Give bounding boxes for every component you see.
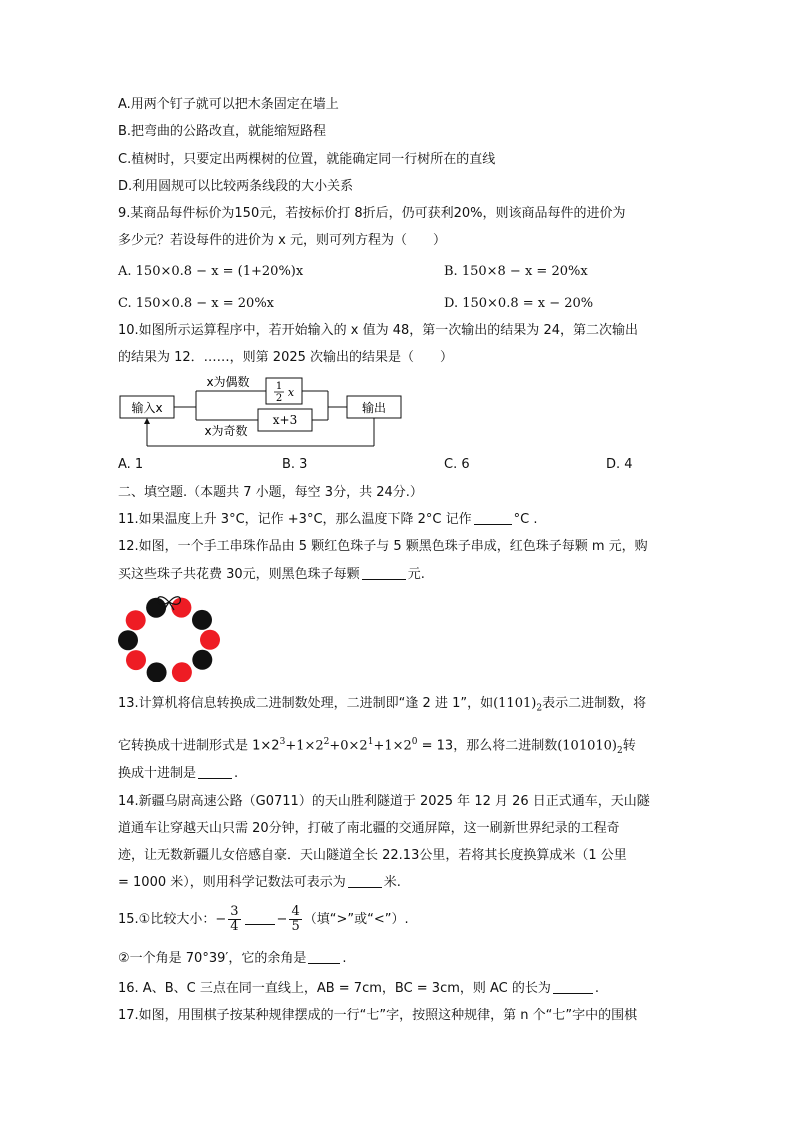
black-bead bbox=[118, 630, 138, 650]
flow-even-label: x为偶数 bbox=[206, 375, 250, 389]
q14-stem-line2: 道通车让穿越天山只需 20分钟，打破了南北疆的交通屏障，这一刷新世界纪录的工程奇 bbox=[118, 821, 620, 836]
black-bead bbox=[147, 662, 167, 682]
q9-stem-line2: 多少元？若设每件的进价为 x 元，则可列方程为（ ） bbox=[118, 233, 446, 248]
q10-option-d: D. 4 bbox=[606, 457, 633, 472]
q15-fraction-2 bbox=[289, 905, 301, 934]
q16 bbox=[118, 980, 599, 998]
q13-binary-target-base: 2 bbox=[616, 745, 623, 756]
black-bead bbox=[192, 650, 212, 670]
red-bead bbox=[171, 598, 191, 618]
q13-binary-example: (1101) bbox=[493, 696, 537, 711]
q10-stem-line1: 10.如图所示运算程序中，若开始输入的 x 值为 48，第一次输出的结果为 24，第二次输出 bbox=[118, 323, 638, 338]
flow-input-label: 输入x bbox=[131, 401, 163, 415]
q15-text-b: . bbox=[342, 951, 347, 966]
q8-option-a: A.用两个钉子就可以把木条固定在墙上 bbox=[118, 97, 339, 112]
q13-expansion-d: +1×2 bbox=[373, 738, 412, 754]
q14-stem-line1: 14.新疆乌尉高速公路（G0711）的天山胜利隧道于 2025 年 12 月 26 日正式通车，天山隧 bbox=[118, 794, 650, 809]
q15-suffix: （填“>”或“<”）. bbox=[303, 912, 409, 927]
q12-stem-line2 bbox=[118, 566, 425, 584]
q8-option-c: C.植树时，只要定出两棵树的位置，就能确定同一行树所在的直线 bbox=[118, 152, 496, 167]
q14-stem-line3: 迹，让无数新疆儿女倍感自豪．天山隧道全长 22.13公里，若将其长度换算成米（1 公里 bbox=[118, 848, 627, 863]
q15-fraction-1-den: 4 bbox=[230, 919, 239, 934]
q15-fraction-1-num: 3 bbox=[230, 904, 239, 919]
q11 bbox=[118, 511, 538, 529]
flow-output-label: 输出 bbox=[361, 401, 387, 415]
section-2-heading: 二、填空题.（本题共 7 小题，每空 3分，共 24分.） bbox=[118, 485, 423, 500]
q10-option-b: B. 3 bbox=[282, 457, 308, 472]
q14-stem-line4 bbox=[118, 874, 401, 892]
q15-line2 bbox=[118, 950, 346, 968]
q9-stem-line1: 9.某商品每件标价为150元，若按标价打 8折后，仍可获利20%，则该商品每件的进价为 bbox=[118, 206, 626, 221]
q14-text-b: 米. bbox=[383, 875, 401, 890]
red-bead bbox=[200, 630, 220, 650]
q14-text-a: = 1000 米），则用科学记数法可表示为 bbox=[118, 875, 346, 890]
red-bead bbox=[126, 650, 146, 670]
q10-stem-line2: 的结果为 12．……，则第 2025 次输出的结果是（ ） bbox=[118, 350, 454, 365]
q15-fraction-1 bbox=[228, 905, 240, 934]
flow-even-op-box bbox=[266, 378, 302, 404]
q15-fraction-2-num: 4 bbox=[291, 904, 300, 919]
flow-even-op-denominator: 2 bbox=[275, 393, 283, 404]
black-bead bbox=[146, 598, 166, 618]
q13-text-b: 表示二进制数，将 bbox=[542, 696, 647, 711]
black-bead bbox=[192, 610, 212, 630]
q13-exp-1: 1 bbox=[367, 737, 374, 747]
q13-text-d: . bbox=[234, 766, 239, 781]
q13-exp-0: 0 bbox=[411, 737, 418, 747]
q16-text-a: 16. A、B、C 三点在同一直线上，AB = 7cm，BC = 3cm，则 AC 的长为 bbox=[118, 981, 551, 996]
q13-expansion-a: 它转换成十进制形式是 1×2 bbox=[118, 738, 280, 754]
q12-text-a: 买这些珠子共花费 30元，则黑色珠子每颗 bbox=[118, 567, 360, 582]
q12-blank[interactable] bbox=[362, 566, 406, 580]
q13-binary-example-base: 2 bbox=[536, 703, 543, 714]
q13-expansion-e: = 13，那么将二进制数 bbox=[417, 738, 558, 754]
flow-odd-label: x为奇数 bbox=[204, 424, 248, 438]
q12-text-b: 元. bbox=[407, 567, 425, 582]
q12-stem-line1: 12.如图，一个手工串珠作品由 5 颗红色珠子与 5 颗黑色珠子串成，红色珠子每颗 m 元，购 bbox=[118, 539, 648, 554]
q15-compare-blank[interactable] bbox=[245, 911, 275, 925]
q13-expansion-c: +0×2 bbox=[329, 738, 368, 754]
red-bead bbox=[126, 610, 146, 630]
q16-text-b: . bbox=[594, 981, 600, 996]
q13-exp-2: 2 bbox=[323, 737, 330, 747]
q9-option-c: C. 150×0.8 − x = 20%x bbox=[118, 296, 274, 311]
q13-stem-line1 bbox=[118, 695, 646, 718]
q15-prefix: 15.①比较大小： bbox=[118, 912, 216, 927]
q13-binary-target: (101010) bbox=[557, 738, 617, 754]
q13-exp-3: 3 bbox=[279, 737, 286, 747]
q8-option-b: B.把弯曲的公路改直，就能缩短路程 bbox=[118, 124, 327, 139]
q15-minus-2: − bbox=[276, 912, 288, 927]
red-bead bbox=[172, 662, 192, 682]
q10-option-c: C. 6 bbox=[444, 457, 470, 472]
q8-option-d: D.利用圆规可以比较两条线段的大小关系 bbox=[118, 179, 354, 194]
q10-flowchart bbox=[116, 372, 416, 452]
flow-even-op-numerator: 1 bbox=[275, 381, 283, 392]
flow-even-op-variable: x bbox=[287, 386, 295, 399]
q15-text-a: ②一个角是 70°39′，它的余角是 bbox=[118, 951, 307, 966]
q11-text-a: 11.如果温度上升 3°C，记作 +3°C，那么温度下降 2°C 记作 bbox=[118, 512, 472, 527]
q15-minus-1: − bbox=[215, 912, 227, 927]
q13-text-c: 换成十进制是 bbox=[118, 766, 197, 781]
q16-blank[interactable] bbox=[553, 980, 593, 994]
q15-fraction-2-den: 5 bbox=[291, 919, 300, 934]
q10-option-a: A. 1 bbox=[118, 457, 144, 472]
flow-odd-op-label: x+3 bbox=[272, 413, 298, 427]
q17-stem-line1: 17.如图，用围棋子按某种规律摆成的一行“七”字，按照这种规律，第 n 个“七”字中的围棋 bbox=[118, 1008, 638, 1023]
q9-option-d: D. 150×0.8 = x − 20% bbox=[444, 296, 594, 311]
q9-option-a: A. 150×0.8 − x = (1+20%)x bbox=[118, 264, 304, 279]
q11-blank[interactable] bbox=[474, 511, 512, 525]
q13-expansion-f: 转 bbox=[622, 738, 636, 754]
q13-stem-line2 bbox=[118, 733, 636, 760]
q13-stem-line3 bbox=[118, 765, 238, 783]
q15-line1 bbox=[118, 905, 409, 935]
q13-blank[interactable] bbox=[198, 765, 232, 779]
q13-text-a: 13.计算机将信息转换成二进制数处理，二进制即“逢 2 进 1”，如 bbox=[118, 696, 494, 711]
q14-blank[interactable] bbox=[348, 874, 382, 888]
flow-arrowhead bbox=[144, 418, 150, 424]
q13-expansion-b: +1×2 bbox=[285, 738, 324, 754]
q15-complement-blank[interactable] bbox=[308, 950, 340, 964]
q11-text-b: °C . bbox=[513, 512, 538, 527]
q12-bead-necklace bbox=[114, 590, 224, 682]
q9-option-b: B. 150×8 − x = 20%x bbox=[444, 264, 588, 279]
